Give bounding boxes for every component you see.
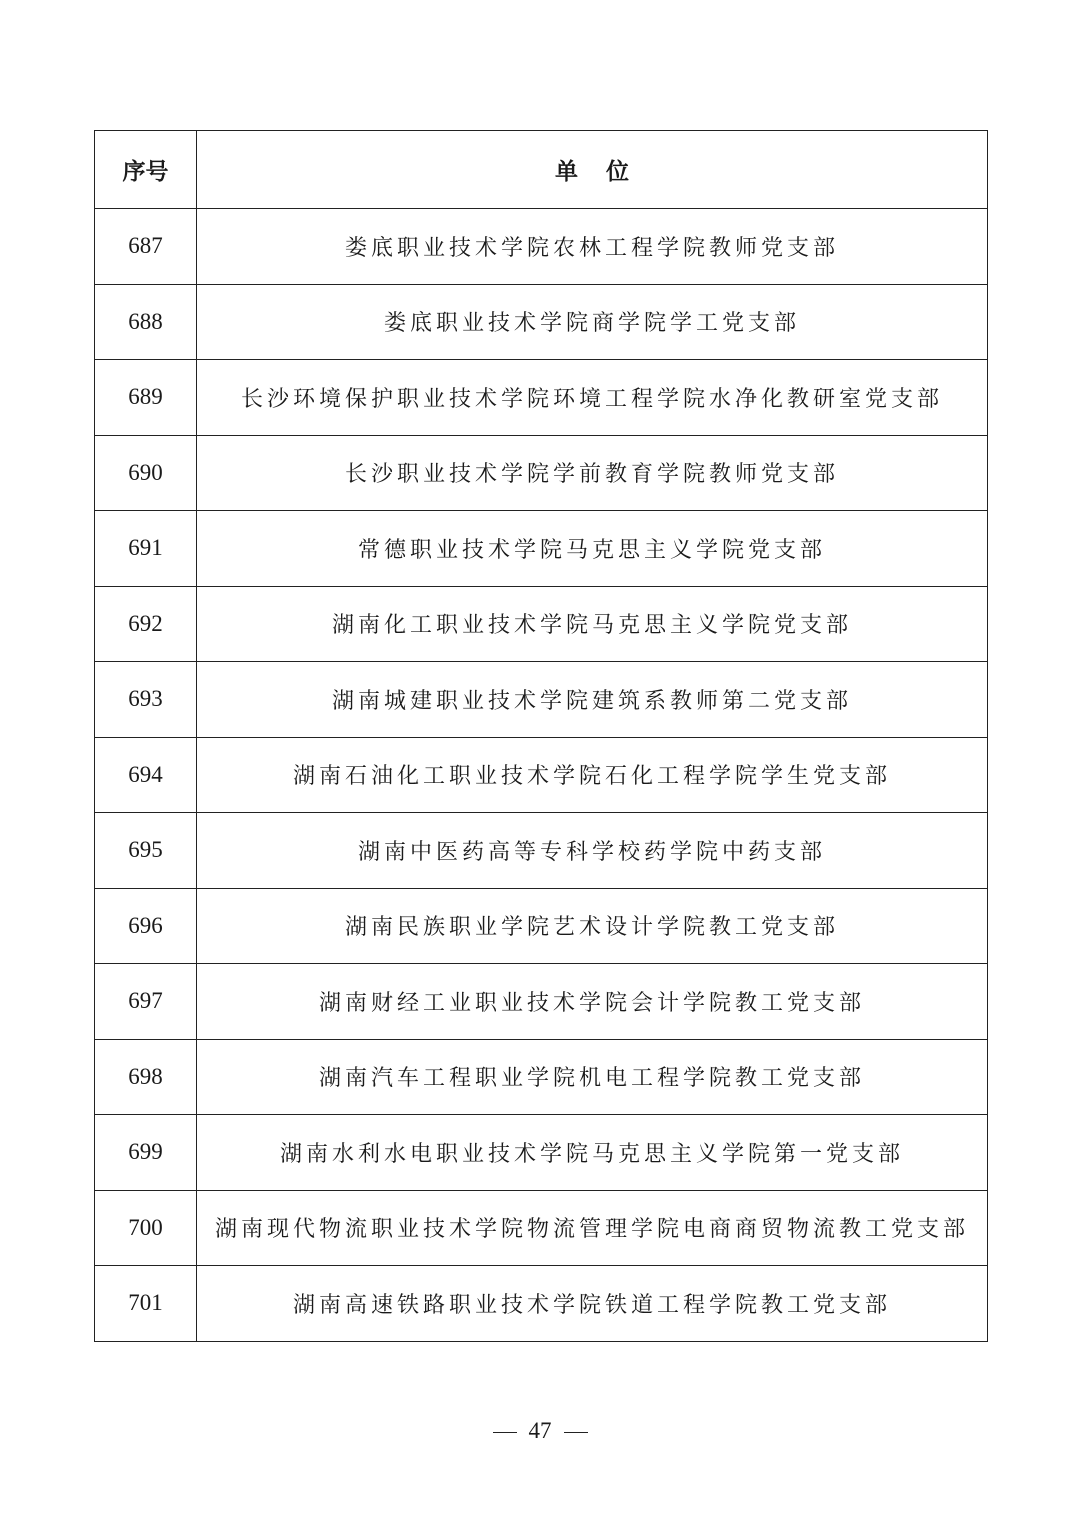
table-row — [95, 1266, 988, 1342]
row-unit: 湖南财经工业职业技术学院会计学院教工党支部 — [197, 964, 988, 1040]
row-seq: 693 — [95, 662, 197, 738]
header-unit: 单位 — [197, 131, 988, 209]
table-row — [95, 1039, 988, 1115]
row-seq: 700 — [95, 1190, 197, 1266]
table-body — [95, 209, 988, 1342]
row-seq: 695 — [95, 813, 197, 889]
row-unit: 湖南汽车工程职业学院机电工程学院教工党支部 — [197, 1039, 988, 1115]
row-seq: 699 — [95, 1115, 197, 1191]
table-row — [95, 737, 988, 813]
row-seq: 691 — [95, 511, 197, 587]
row-unit: 湖南现代物流职业技术学院物流管理学院电商商贸物流教工党支部 — [197, 1190, 988, 1266]
footer-dash-right — [564, 1432, 588, 1434]
table-row — [95, 284, 988, 360]
row-unit: 长沙环境保护职业技术学院环境工程学院水净化教研室党支部 — [197, 360, 988, 436]
row-seq: 697 — [95, 964, 197, 1040]
table-row — [95, 360, 988, 436]
table-header-row — [95, 131, 988, 209]
row-unit: 湖南高速铁路职业技术学院铁道工程学院教工党支部 — [197, 1266, 988, 1342]
row-unit: 湖南水利水电职业技术学院马克思主义学院第一党支部 — [197, 1115, 988, 1191]
table-row — [95, 813, 988, 889]
footer-dash-left — [493, 1432, 517, 1434]
table-row — [95, 511, 988, 587]
row-seq: 689 — [95, 360, 197, 436]
table-row — [95, 662, 988, 738]
row-seq: 687 — [95, 209, 197, 285]
row-unit: 湖南化工职业技术学院马克思主义学院党支部 — [197, 586, 988, 662]
table-row — [95, 1115, 988, 1191]
row-seq: 690 — [95, 435, 197, 511]
header-seq: 序号 — [95, 131, 197, 209]
row-unit: 湖南石油化工职业技术学院石化工程学院学生党支部 — [197, 737, 988, 813]
page-number: 47 — [528, 1418, 552, 1443]
row-unit: 娄底职业技术学院农林工程学院教师党支部 — [197, 209, 988, 285]
row-unit: 湖南民族职业学院艺术设计学院教工党支部 — [197, 888, 988, 964]
table-row — [95, 435, 988, 511]
page-footer — [0, 1418, 1080, 1444]
table-row — [95, 1190, 988, 1266]
row-seq: 696 — [95, 888, 197, 964]
unit-list-table — [94, 130, 988, 1342]
row-seq: 701 — [95, 1266, 197, 1342]
row-seq: 688 — [95, 284, 197, 360]
table-row — [95, 586, 988, 662]
table-row — [95, 888, 988, 964]
row-seq: 694 — [95, 737, 197, 813]
row-seq: 692 — [95, 586, 197, 662]
row-seq: 698 — [95, 1039, 197, 1115]
table-row — [95, 964, 988, 1040]
row-unit: 常德职业技术学院马克思主义学院党支部 — [197, 511, 988, 587]
row-unit: 湖南中医药高等专科学校药学院中药支部 — [197, 813, 988, 889]
table-row — [95, 209, 988, 285]
row-unit: 长沙职业技术学院学前教育学院教师党支部 — [197, 435, 988, 511]
row-unit: 湖南城建职业技术学院建筑系教师第二党支部 — [197, 662, 988, 738]
row-unit: 娄底职业技术学院商学院学工党支部 — [197, 284, 988, 360]
